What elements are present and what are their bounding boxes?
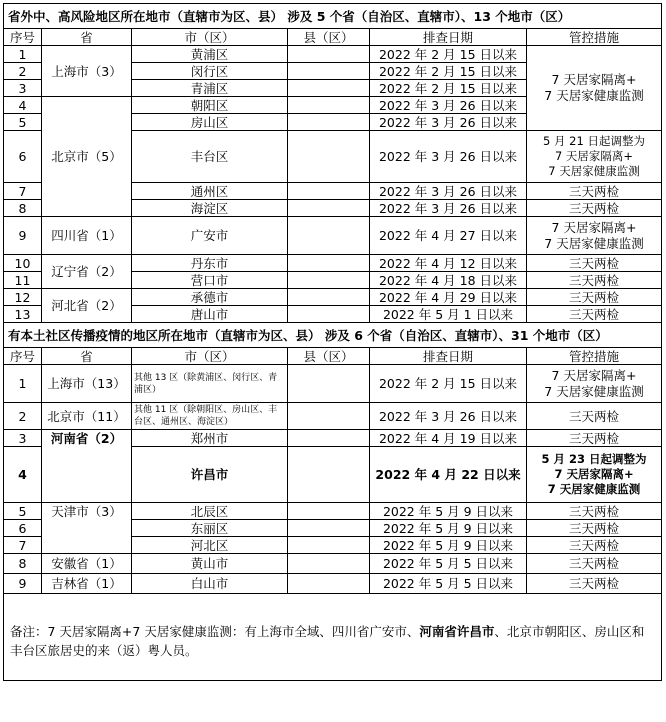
header-no: 序号 (4, 348, 42, 365)
measure-cell: 7 天居家隔离+ 7 天居家健康监测 (527, 217, 662, 255)
date-cell: 2022 年 3 月 26 日以来 (370, 131, 527, 183)
row-no: 2 (4, 63, 42, 80)
county-cell (288, 403, 370, 430)
section1-header-row (4, 29, 662, 46)
table-row (4, 503, 662, 520)
county-cell (288, 520, 370, 537)
county-cell (288, 289, 370, 306)
row-no: 4 (4, 97, 42, 114)
row-no: 7 (4, 537, 42, 554)
measure-cell: 三天两检 (527, 403, 662, 430)
row-no: 13 (4, 306, 42, 323)
city-cell: 许昌市 (132, 447, 288, 503)
province-cell: 河南省（2） (42, 430, 132, 503)
county-cell (288, 503, 370, 520)
province-cell: 安徽省（1） (42, 554, 132, 574)
header-county: 县（区） (288, 348, 370, 365)
city-cell: 黄山市 (132, 554, 288, 574)
row-no: 3 (4, 430, 42, 447)
date-cell: 2022 年 4 月 18 日以来 (370, 272, 527, 289)
section1-title: 省外中、高风险地区所在地市（直辖市为区、县） 涉及 5 个省（自治区、直辖市）、13 个地市（区） (4, 4, 662, 29)
row-no: 8 (4, 554, 42, 574)
county-cell (288, 537, 370, 554)
date-cell: 2022 年 3 月 26 日以来 (370, 183, 527, 200)
header-province: 省 (42, 348, 132, 365)
city-cell: 广安市 (132, 217, 288, 255)
measure-cell: 5 月 23 日起调整为 7 天居家隔离+ 7 天居家健康监测 (527, 447, 662, 503)
header-city: 市（区） (132, 29, 288, 46)
county-cell (288, 306, 370, 323)
county-cell (288, 80, 370, 97)
section2-title: 有本土社区传播疫情的地区所在地市（直辖市为区、县） 涉及 6 个省（自治区、直辖市）、31 个地市（区） (4, 323, 662, 348)
row-no: 11 (4, 272, 42, 289)
row-no: 8 (4, 200, 42, 217)
measure-cell: 三天两检 (527, 183, 662, 200)
risk-area-table (3, 3, 662, 681)
province-cell: 四川省（1） (42, 217, 132, 255)
city-cell: 闵行区 (132, 63, 288, 80)
table-row (4, 255, 662, 272)
note-prefix: 备注：7 天居家隔离+7 天居家健康监测：有上海市全域、四川省广安市、 (10, 624, 420, 639)
city-cell: 青浦区 (132, 80, 288, 97)
date-cell: 2022 年 4 月 19 日以来 (370, 430, 527, 447)
row-no: 9 (4, 217, 42, 255)
date-cell: 2022 年 2 月 15 日以来 (370, 63, 527, 80)
city-cell: 唐山市 (132, 306, 288, 323)
date-cell: 2022 年 4 月 29 日以来 (370, 289, 527, 306)
city-cell: 黄浦区 (132, 46, 288, 63)
date-cell: 2022 年 2 月 15 日以来 (370, 80, 527, 97)
table-row (4, 403, 662, 430)
measure-cell: 三天两检 (527, 503, 662, 520)
document (3, 3, 661, 681)
province-cell: 上海市（13） (42, 365, 132, 403)
city-cell: 海淀区 (132, 200, 288, 217)
row-no: 5 (4, 503, 42, 520)
county-cell (288, 574, 370, 594)
header-measures: 管控措施 (527, 29, 662, 46)
date-cell: 2022 年 3 月 26 日以来 (370, 114, 527, 131)
city-cell: 通州区 (132, 183, 288, 200)
row-no: 1 (4, 46, 42, 63)
row-no: 6 (4, 131, 42, 183)
province-cell: 天津市（3） (42, 503, 132, 554)
header-no: 序号 (4, 29, 42, 46)
table-row (4, 574, 662, 594)
row-no: 3 (4, 80, 42, 97)
date-cell: 2022 年 5 月 9 日以来 (370, 503, 527, 520)
county-cell (288, 97, 370, 114)
table-row (4, 554, 662, 574)
county-cell (288, 554, 370, 574)
row-no: 12 (4, 289, 42, 306)
city-cell: 营口市 (132, 272, 288, 289)
county-cell (288, 183, 370, 200)
note-cell (4, 594, 662, 681)
header-city: 市（区） (132, 348, 288, 365)
province-cell: 北京市（5） (42, 97, 132, 217)
county-cell (288, 217, 370, 255)
table-row (4, 289, 662, 306)
row-no: 4 (4, 447, 42, 503)
row-no: 10 (4, 255, 42, 272)
city-cell: 其他 13 区（除黄浦区、闵行区、青浦区） (132, 365, 288, 403)
city-cell: 丰台区 (132, 131, 288, 183)
city-cell: 承德市 (132, 289, 288, 306)
row-no: 7 (4, 183, 42, 200)
date-cell: 2022 年 4 月 12 日以来 (370, 255, 527, 272)
measure-cell: 三天两检 (527, 537, 662, 554)
measure-cell: 7 天居家隔离+ 7 天居家健康监测 (527, 365, 662, 403)
row-no: 6 (4, 520, 42, 537)
county-cell (288, 365, 370, 403)
table-row (4, 46, 662, 63)
city-cell: 房山区 (132, 114, 288, 131)
note-suffix: 、北京市朝阳区、房山区和丰台区旅居史的来（返）粤人员。 (10, 624, 645, 658)
county-cell (288, 430, 370, 447)
city-cell: 郑州市 (132, 430, 288, 447)
province-cell: 吉林省（1） (42, 574, 132, 594)
row-no: 9 (4, 574, 42, 594)
date-cell: 2022 年 2 月 15 日以来 (370, 365, 527, 403)
city-cell: 其他 11 区（除朝阳区、房山区、丰台区、通州区、海淀区） (132, 403, 288, 430)
city-cell: 河北区 (132, 537, 288, 554)
city-cell: 东丽区 (132, 520, 288, 537)
county-cell (288, 447, 370, 503)
header-date: 排查日期 (370, 348, 527, 365)
city-cell: 北辰区 (132, 503, 288, 520)
date-cell: 2022 年 5 月 9 日以来 (370, 537, 527, 554)
county-cell (288, 200, 370, 217)
measure-cell: 三天两检 (527, 289, 662, 306)
date-cell: 2022 年 4 月 22 日以来 (370, 447, 527, 503)
county-cell (288, 131, 370, 183)
county-cell (288, 63, 370, 80)
date-cell: 2022 年 2 月 15 日以来 (370, 46, 527, 63)
province-cell: 上海市（3） (42, 46, 132, 97)
date-cell: 2022 年 3 月 26 日以来 (370, 403, 527, 430)
table-row (4, 217, 662, 255)
province-cell: 北京市（11） (42, 403, 132, 430)
header-date: 排查日期 (370, 29, 527, 46)
province-cell: 辽宁省（2） (42, 255, 132, 289)
measure-cell: 三天两检 (527, 574, 662, 594)
measure-cell: 三天两检 (527, 520, 662, 537)
measure-cell: 7 天居家隔离+ 7 天居家健康监测 (527, 46, 662, 131)
row-no: 1 (4, 365, 42, 403)
row-no: 5 (4, 114, 42, 131)
measure-cell: 三天两检 (527, 255, 662, 272)
province-cell: 河北省（2） (42, 289, 132, 323)
measure-cell: 三天两检 (527, 554, 662, 574)
measure-cell: 三天两检 (527, 272, 662, 289)
table-row (4, 365, 662, 403)
row-no: 2 (4, 403, 42, 430)
date-cell: 2022 年 4 月 27 日以来 (370, 217, 527, 255)
date-cell: 2022 年 5 月 5 日以来 (370, 554, 527, 574)
city-cell: 白山市 (132, 574, 288, 594)
county-cell (288, 272, 370, 289)
header-measures: 管控措施 (527, 348, 662, 365)
county-cell (288, 114, 370, 131)
header-province: 省 (42, 29, 132, 46)
date-cell: 2022 年 3 月 26 日以来 (370, 200, 527, 217)
date-cell: 2022 年 3 月 26 日以来 (370, 97, 527, 114)
section2-header-row (4, 348, 662, 365)
date-cell: 2022 年 5 月 1 日以来 (370, 306, 527, 323)
county-cell (288, 255, 370, 272)
measure-cell: 三天两检 (527, 200, 662, 217)
city-cell: 丹东市 (132, 255, 288, 272)
measure-cell: 三天两检 (527, 430, 662, 447)
table-row (4, 430, 662, 447)
measure-cell: 三天两检 (527, 306, 662, 323)
county-cell (288, 46, 370, 63)
date-cell: 2022 年 5 月 5 日以来 (370, 574, 527, 594)
note-bold: 河南省许昌市 (419, 624, 495, 639)
date-cell: 2022 年 5 月 9 日以来 (370, 520, 527, 537)
city-cell: 朝阳区 (132, 97, 288, 114)
header-county: 县（区） (288, 29, 370, 46)
measure-cell: 5 月 21 日起调整为 7 天居家隔离+ 7 天居家健康监测 (527, 131, 662, 183)
